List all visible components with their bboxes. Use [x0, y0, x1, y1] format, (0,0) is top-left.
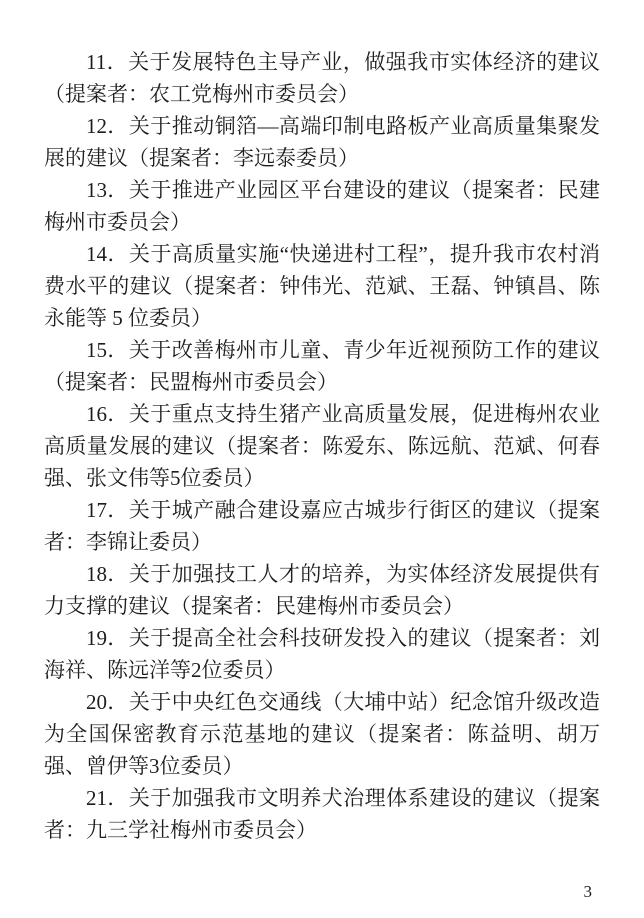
proposal-item-18: 18．关于加强技工人才的培养，为实体经济发展提供有力支撑的建议（提案者：民建梅州市委员会）: [44, 562, 600, 618]
proposal-item-15: 15．关于改善梅州市儿童、青少年近视预防工作的建议（提案者：民盟梅州市委员会）: [44, 338, 600, 394]
page-footer: [584, 882, 593, 902]
proposal-list: [44, 46, 600, 846]
proposal-item-19: 19．关于提高全社会科技研发投入的建议（提案者：刘海祥、陈远洋等2位委员）: [44, 626, 600, 682]
proposal-item-20: 20．关于中央红色交通线（大埔中站）纪念馆升级改造为全国保密教育示范基地的建议（提案者：陈益明、胡万强、曾伊等3位委员）: [44, 690, 600, 778]
proposal-item-12: 12．关于推动铜箔—高端印制电路板产业高质量集聚发展的建议（提案者：李远泰委员）: [44, 114, 600, 170]
proposal-item-16: 16．关于重点支持生猪产业高质量发展，促进梅州农业高质量发展的建议（提案者：陈爱东、陈远航、范斌、何春强、张文伟等5位委员）: [44, 402, 600, 490]
proposal-item-14: 14．关于高质量实施“快递进村工程”，提升我市农村消费水平的建议（提案者：钟伟光、范斌、王磊、钟镇昌、陈永能等 5 位委员）: [44, 242, 600, 330]
proposal-item-13: 13．关于推进产业园区平台建设的建议（提案者：民建梅州市委员会）: [44, 178, 600, 234]
proposal-item-21: 21．关于加强我市文明养犬治理体系建设的建议（提案者：九三学社梅州市委员会）: [44, 786, 600, 842]
proposal-item-11: 11．关于发展特色主导产业，做强我市实体经济的建议（提案者：农工党梅州市委员会）: [44, 50, 600, 106]
proposal-item-17: 17．关于城产融合建设嘉应古城步行街区的建议（提案者：李锦让委员）: [44, 498, 600, 554]
page-number: 3: [583, 882, 592, 901]
